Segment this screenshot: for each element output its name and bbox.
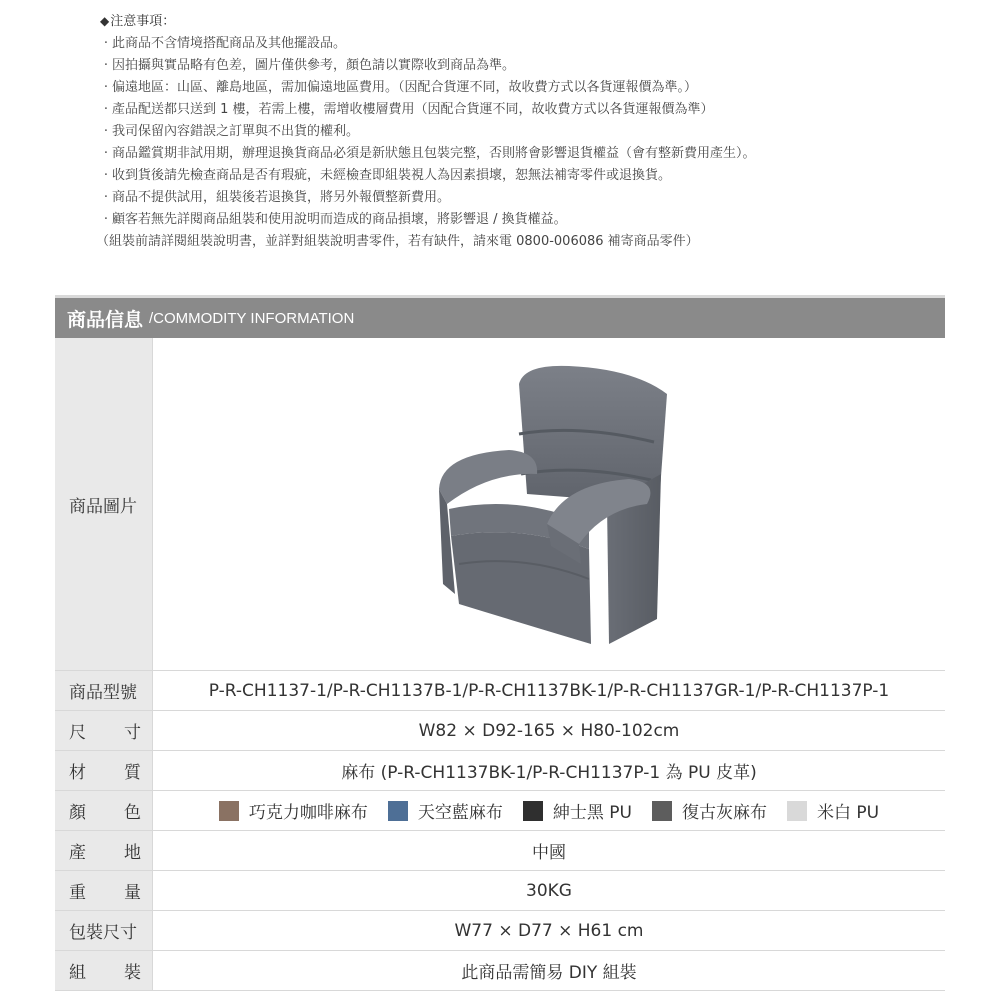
spec-row-weight <box>55 871 945 911</box>
commodity-info-table <box>55 295 945 991</box>
color-option <box>523 798 632 823</box>
notice-item: · 偏遠地區：山區、離島地區，需加偏遠地區費用。（因配合貨運不同，故收費方式以各貨運報價為準。） <box>100 77 980 99</box>
bullet-icon: · <box>103 168 109 183</box>
spec-label: 顏色 <box>55 791 153 830</box>
recliner-chair-image <box>429 354 669 654</box>
notice-item: · 收到貨後請先檢查商品是否有瑕疵，未經檢查即組裝視人為因素損壞，恕無法補寄零件或退換貨。 <box>100 165 980 187</box>
color-swatch <box>787 801 807 821</box>
spec-row-material <box>55 751 945 791</box>
spec-value: 30KG <box>526 880 572 901</box>
image-row <box>55 338 945 671</box>
notice-list <box>100 33 980 231</box>
spec-row-model <box>55 671 945 711</box>
spec-label: 尺寸 <box>55 711 153 750</box>
bullet-icon: · <box>103 190 109 205</box>
spec-row-origin <box>55 831 945 871</box>
table-title: 商品信息 <box>67 308 144 331</box>
color-swatch-list <box>209 798 889 823</box>
notice-item: · 商品鑑賞期非試用期，辦理退換貨商品必須是新狀態且包裝完整，否則將會影響退貨權益（會有整新費用產生）。 <box>100 143 980 165</box>
color-name: 巧克力咖啡麻布 <box>248 803 368 823</box>
color-name: 天空藍麻布 <box>417 803 503 823</box>
spec-row-assembly <box>55 951 945 991</box>
notice-item: · 此商品不含情境搭配商品及其他擺設品。 <box>100 33 980 55</box>
color-swatch <box>388 801 408 821</box>
color-option <box>652 798 767 823</box>
diamond-icon: ◆ <box>100 14 110 28</box>
bullet-icon: · <box>103 124 109 139</box>
spec-label: 產地 <box>55 831 153 870</box>
notice-item: · 產品配送都只送到 1 樓，若需上樓，需增收樓層費用（因配合貨運不同，故收費方式以各貨運報價為準） <box>100 99 980 121</box>
notice-item: · 顧客若無先詳閱商品組裝和使用說明而造成的商品損壞，將影響退 / 換貨權益。 <box>100 209 980 231</box>
bullet-icon: · <box>103 58 109 73</box>
spec-label: 重量 <box>55 871 153 910</box>
notice-section <box>96 10 980 253</box>
notice-item: · 我司保留內容錯誤之訂單與不出貨的權利。 <box>100 121 980 143</box>
color-swatch <box>523 801 543 821</box>
spec-value: 此商品需簡易 DIY 組裝 <box>461 963 637 983</box>
spec-value: P-R-CH1137-1/P-R-CH1137B-1/P-R-CH1137BK-1/P-R-CH1137GR-1/P-R-CH1137P-1 <box>208 680 890 701</box>
assembly-footnote: （組裝前請詳閱組裝說明書，並詳對組裝說明書零件，若有缺件，請來電 0800-006086 補寄商品零件） <box>96 234 699 249</box>
spec-row-color <box>55 791 945 831</box>
color-option <box>787 798 879 823</box>
notice-item: · 因拍攝與實品略有色差，圖片僅供參考，顏色請以實際收到商品為準。 <box>100 55 980 77</box>
color-name: 米白 PU <box>817 803 880 823</box>
bullet-icon: · <box>103 212 109 227</box>
notice-item: · 商品不提供試用，組裝後若退換貨，將另外報價整新費用。 <box>100 187 980 209</box>
notice-heading: ◆注意事項： <box>100 10 980 33</box>
color-option <box>388 798 503 823</box>
color-name: 復古灰麻布 <box>682 803 767 823</box>
color-name: 紳士黑 PU <box>552 803 632 823</box>
spec-label: 組裝 <box>55 951 153 990</box>
bullet-icon: · <box>103 102 109 117</box>
spec-label: 包裝尺寸 <box>55 911 153 950</box>
table-subtitle: /COMMODITY INFORMATION <box>149 309 355 327</box>
bullet-icon: · <box>103 36 109 51</box>
color-swatch <box>652 801 672 821</box>
table-header <box>55 298 945 338</box>
bullet-icon: · <box>103 146 109 161</box>
image-row-label: 商品圖片 <box>55 338 153 670</box>
spec-label: 商品型號 <box>55 671 153 710</box>
spec-value: 麻布 (P-R-CH1137BK-1/P-R-CH1137P-1 為 PU 皮革) <box>341 763 757 783</box>
spec-label: 材質 <box>55 751 153 790</box>
color-options <box>153 791 945 830</box>
bullet-icon: · <box>103 80 109 95</box>
spec-row-size <box>55 711 945 751</box>
color-swatch <box>219 801 239 821</box>
spec-value: W82 × D92-165 × H80-102cm <box>418 720 680 741</box>
product-image-cell <box>153 338 945 670</box>
spec-row-package-size <box>55 911 945 951</box>
color-option <box>219 798 368 823</box>
spec-value: 中國 <box>532 843 566 863</box>
spec-value: W77 × D77 × H61 cm <box>454 920 644 941</box>
